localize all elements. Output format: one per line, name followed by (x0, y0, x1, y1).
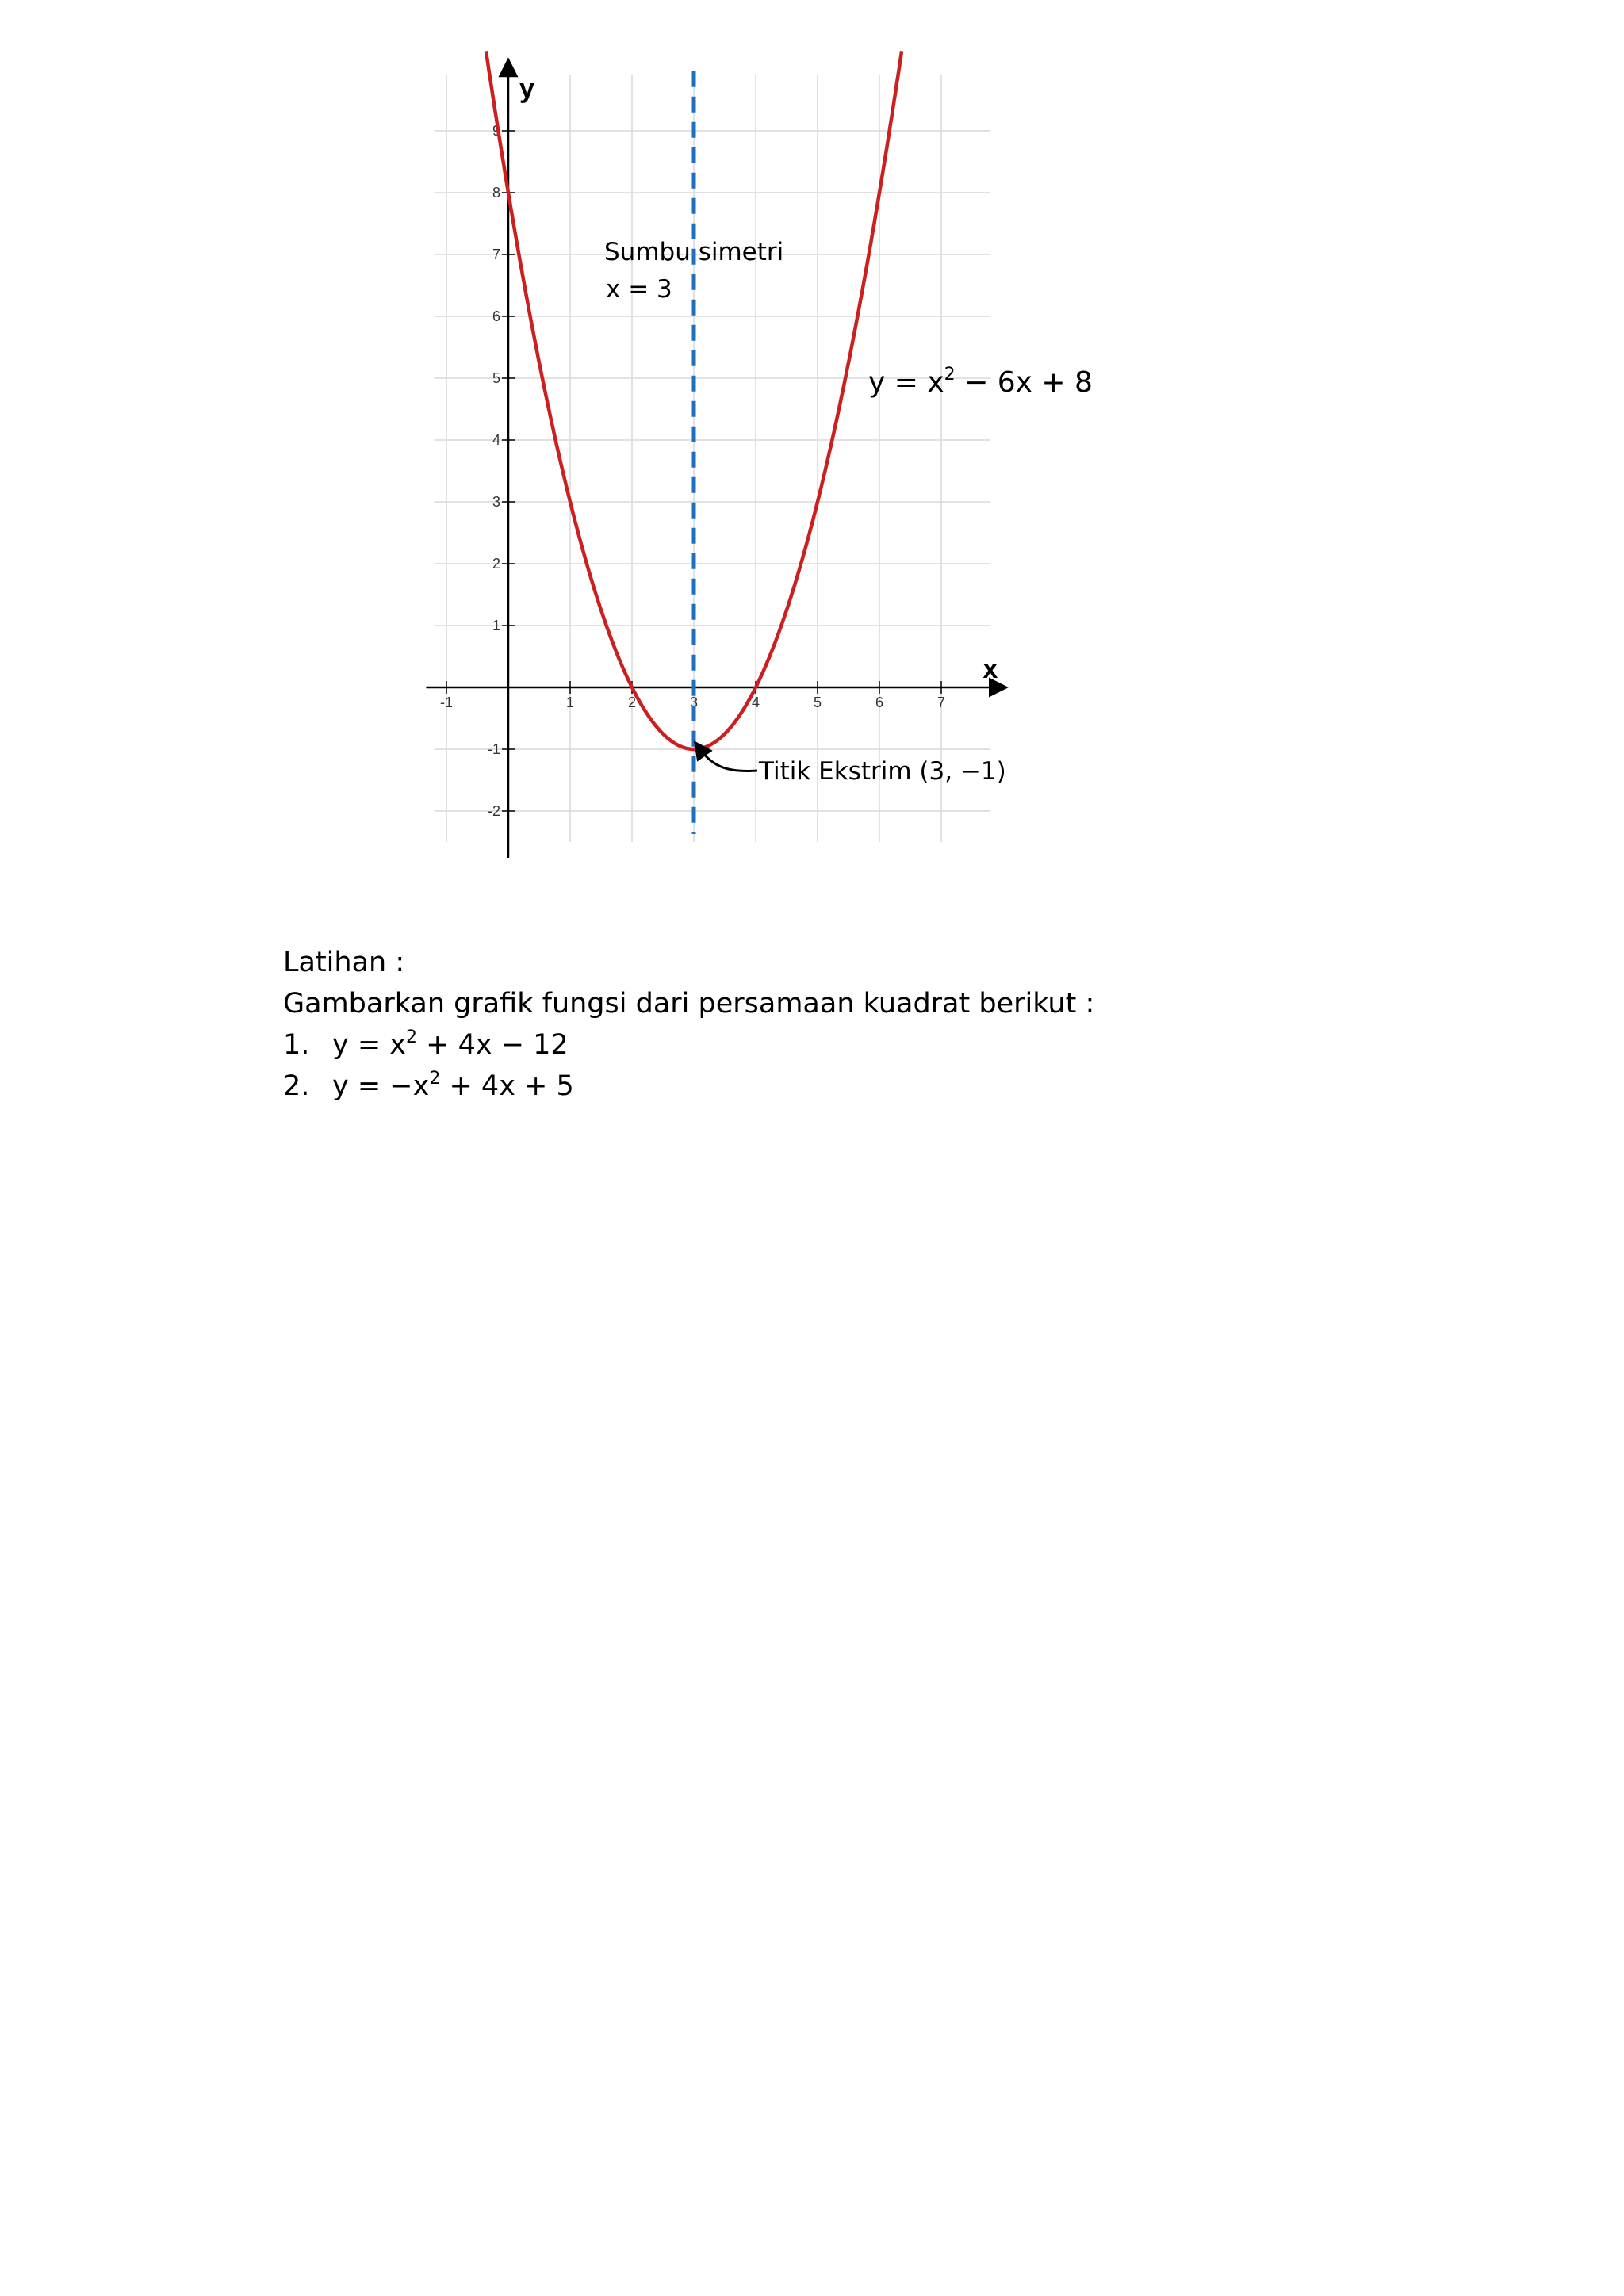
parabola-graph (0, 0, 1624, 912)
vertex-label: Titik Ekstrim (3, −1) (759, 757, 1006, 786)
y-tick-label: 6 (492, 308, 500, 324)
x-tick-label: 1 (565, 695, 575, 710)
exercise-item (283, 1024, 1094, 1066)
x-tick-label: 5 (813, 695, 822, 710)
x-axis-label: x (982, 654, 998, 684)
exercise-item (283, 1066, 1094, 1107)
y-tick-label: 9 (492, 123, 500, 139)
x-tick-label: 7 (936, 695, 946, 710)
x-tick-label: 3 (689, 695, 699, 710)
exercise-section (283, 942, 1094, 1107)
equation-label: $y = x^2 - 6x + 8$ (868, 365, 1093, 399)
y-tick-label: 8 (492, 185, 500, 201)
y-tick-label: 7 (492, 247, 500, 262)
exercise-item-number: 1. (283, 1029, 310, 1061)
grid (434, 75, 990, 842)
exercise-item-number: 2. (283, 1070, 310, 1102)
y-axis-label: y (519, 73, 534, 104)
exercise-item-equation: $y = x^2 + 4x - 12$ (332, 1027, 569, 1061)
y-tick-label: -2 (487, 803, 500, 819)
y-tick-label: -1 (487, 741, 500, 757)
x-tick-label: 4 (751, 695, 760, 710)
y-tick-label: 3 (492, 494, 500, 510)
x-tick-label: -1 (439, 695, 454, 710)
symmetry-label-line2: x = 3 (606, 275, 672, 304)
y-tick-label: 1 (492, 618, 500, 633)
y-tick-label: 5 (492, 370, 500, 386)
y-tick-label: 4 (492, 432, 500, 448)
exercise-item-equation: $y = -x^2 + 4x + 5$ (332, 1069, 574, 1102)
x-tick-label: 2 (627, 695, 637, 710)
exercise-instruction: Gambarkan grafik fungsi dari persamaan kuadrat berikut : (283, 988, 1095, 1020)
exercise-title: Latihan : (283, 947, 405, 978)
axes (426, 67, 998, 858)
y-tick-label: 2 (492, 556, 500, 572)
symmetry-label-line1: Sumbu simetri (604, 238, 784, 266)
x-tick-label: 6 (875, 695, 884, 710)
vertex-pointer-arrow (699, 748, 757, 771)
